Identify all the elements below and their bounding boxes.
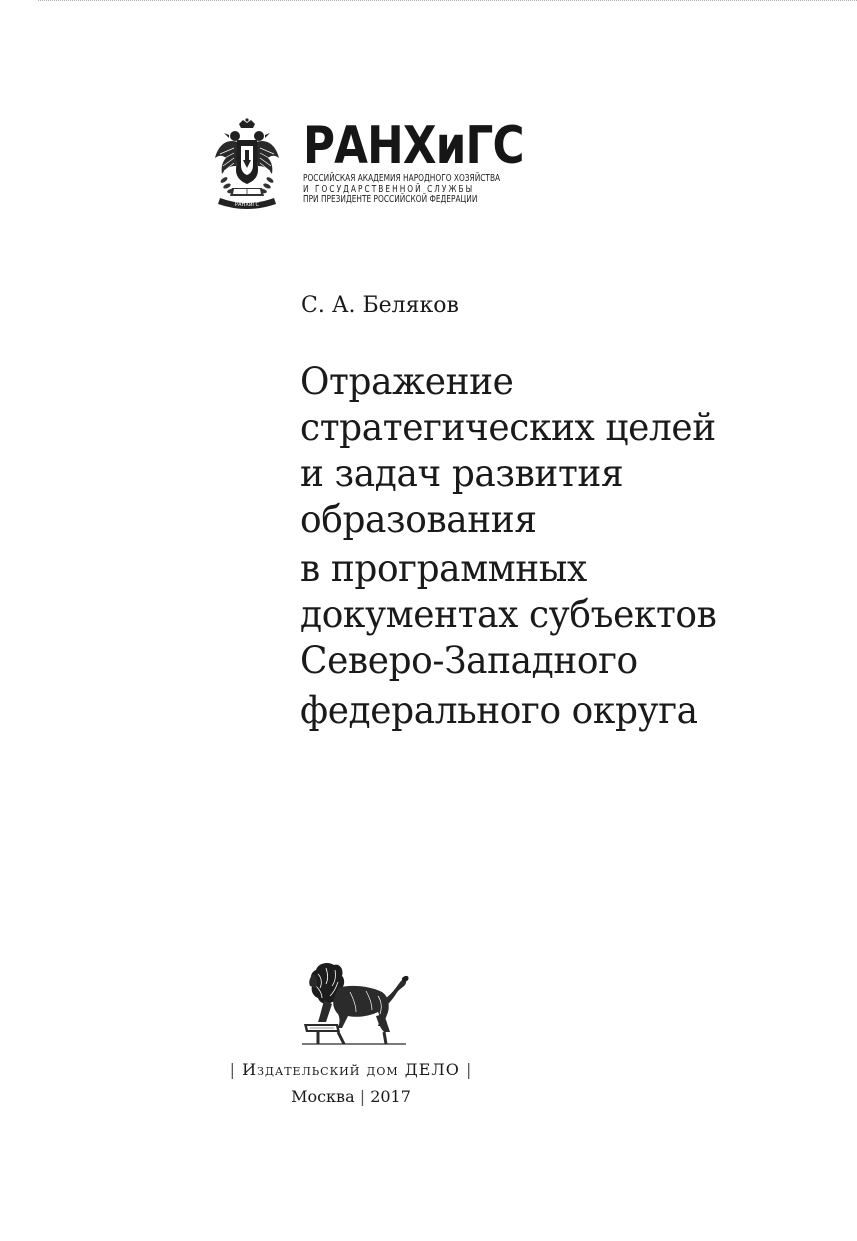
- divider: |: [359, 1087, 366, 1106]
- top-rule: [38, 0, 857, 1]
- publication-city: Москва: [291, 1087, 355, 1106]
- publisher-label: Издательский дом ДЕЛО: [242, 1060, 460, 1079]
- logo-text: [303, 118, 566, 206]
- logo-subtitle-line-1: РОССИЙСКАЯ АКАДЕМИЯ НАРОДНОГО ХОЗЯЙСТВА: [303, 173, 501, 184]
- book-title-line: документах субъектов: [300, 593, 717, 636]
- publisher-name: [218, 1059, 484, 1081]
- book-title-line: федерального округа: [300, 689, 698, 732]
- book-title-line: стратегических целей: [300, 406, 716, 449]
- author-name: С. А. Беляков: [301, 293, 459, 318]
- book-title: [300, 359, 840, 734]
- book-title-line: образования: [300, 498, 537, 541]
- logo-subtitle-line-2: И ГОСУДАРСТВЕННОЙ СЛУЖБЫ: [303, 183, 475, 195]
- emblem-ribbon-text: РАНХиГС: [234, 202, 260, 208]
- book-title-line: Северо-Западного: [300, 639, 638, 682]
- logo-abbreviation: РАНХиГС: [303, 116, 524, 176]
- divider: |: [229, 1060, 237, 1079]
- logo-subtitle-line-3: ПРИ ПРЕЗИДЕНТЕ РОССИЙСКОЙ ФЕДЕРАЦИИ: [303, 194, 478, 205]
- book-title-line: Отражение: [300, 360, 514, 403]
- double-headed-eagle-emblem-icon: [212, 118, 282, 210]
- ranepa-logo: [212, 118, 522, 213]
- book-title-line: и задач развития: [300, 452, 624, 495]
- publication-year: 2017: [370, 1087, 411, 1106]
- publication-place-year: [218, 1086, 484, 1108]
- book-title-line: в программных: [300, 547, 587, 590]
- lion-on-book-emblem-icon: [298, 960, 410, 1050]
- divider: |: [465, 1060, 473, 1079]
